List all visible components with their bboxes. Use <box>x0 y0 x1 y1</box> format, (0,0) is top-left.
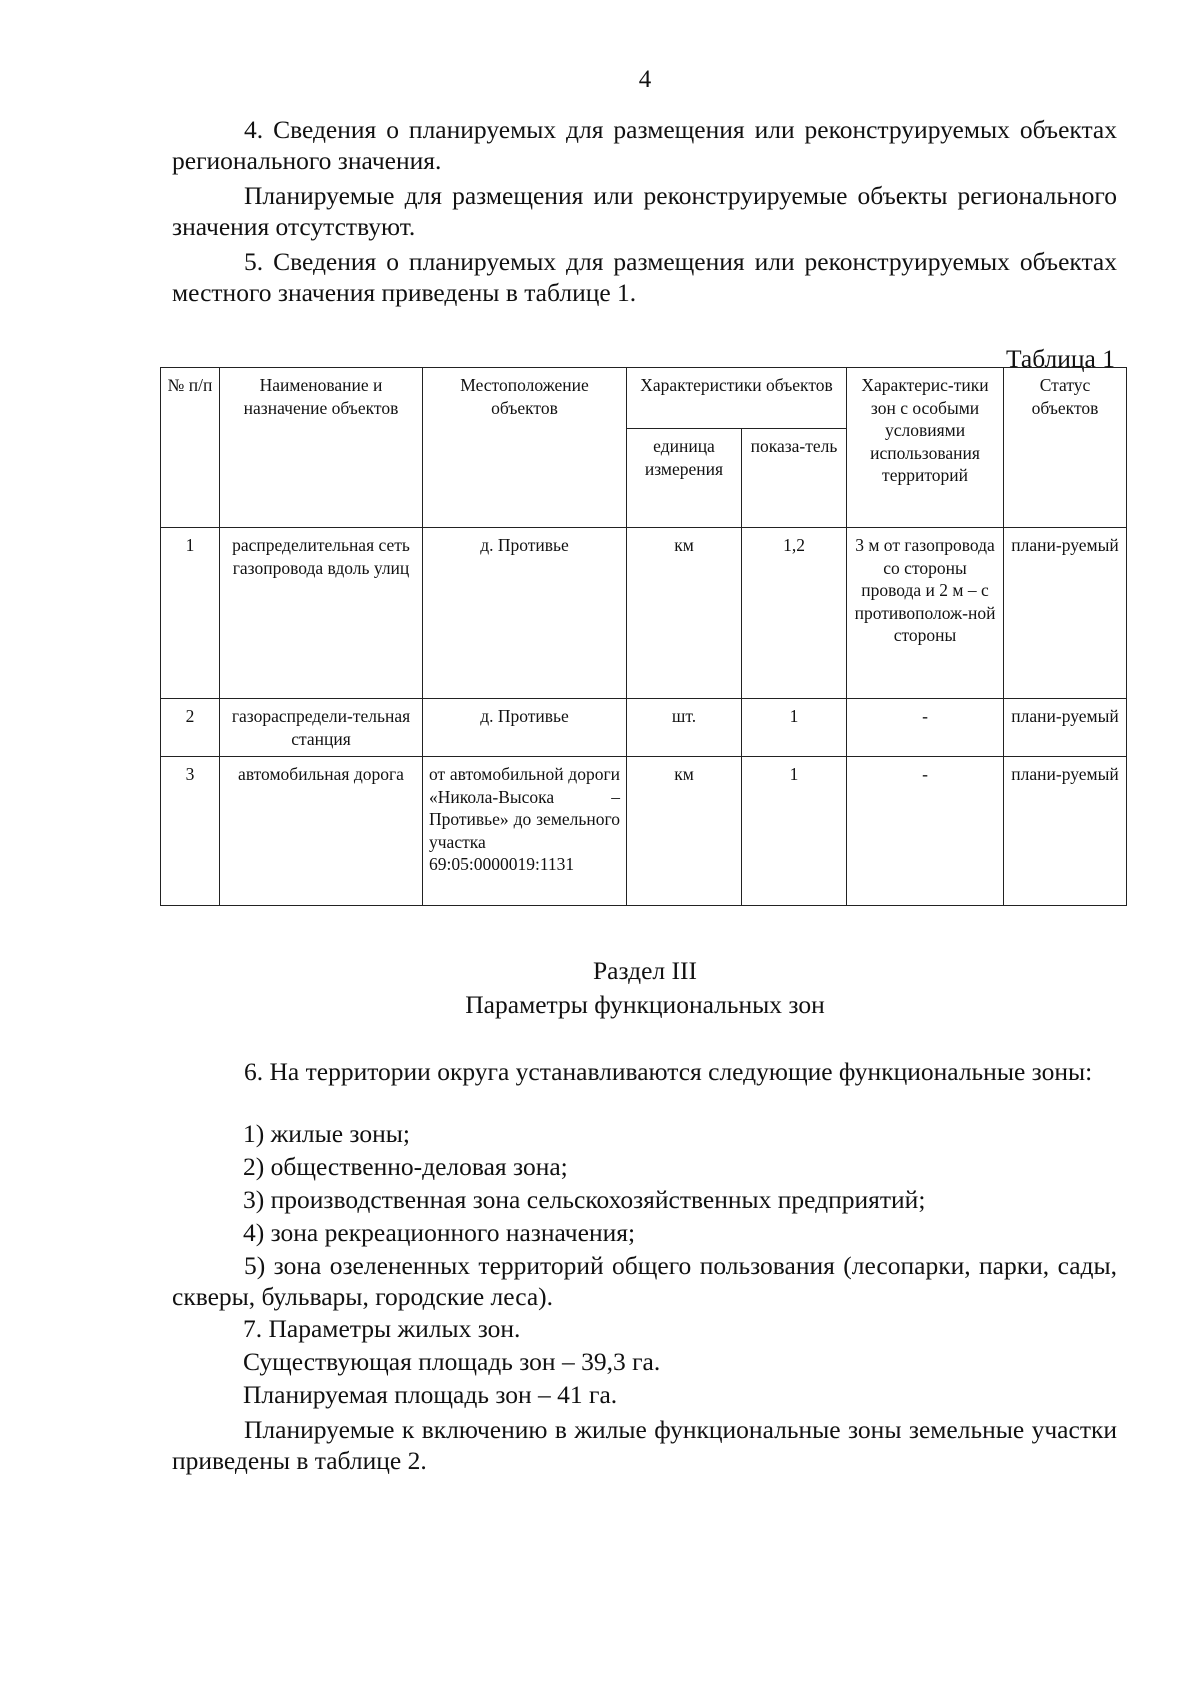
cell-indicator: 1 <box>742 699 847 757</box>
zone-item-5: 5) зона озелененных территорий общего пользования (лесопарки, парки, сады, скверы, бульвары, городские леса). <box>172 1251 1117 1311</box>
header-unit: единица измерения <box>627 429 742 528</box>
cell-zones: 3 м от газопровода со стороны провода и 2 м – с противополож-ной стороны <box>847 528 1004 699</box>
existing-area: Существующая площадь зон – 39,3 га. <box>243 1347 661 1376</box>
cell-location: д. Противье <box>423 528 627 699</box>
table-row <box>161 757 1127 906</box>
cell-location: от автомобильной дороги «Никола-Высока – Противье» до земельного участка 69:05:0000019:1131 <box>423 757 627 906</box>
cell-zones: - <box>847 757 1004 906</box>
section-title: Раздел III <box>593 956 697 985</box>
paragraph-6: 6. На территории округа устанавливаются следующие функциональные зоны: <box>244 1057 1093 1086</box>
cell-indicator: 1 <box>742 757 847 906</box>
header-zones: Характерис-тики зон с особыми условиями использования территорий <box>847 368 1004 528</box>
cell-indicator: 1,2 <box>742 528 847 699</box>
header-status: Статус объектов <box>1004 368 1127 528</box>
cell-name: автомобильная дорога <box>220 757 423 906</box>
paragraph-5: 5. Сведения о планируемых для размещения или реконструируемых объектах местного значения приведены в таблице 1. <box>172 247 1117 307</box>
header-name: Наименование и назначение объектов <box>220 368 423 528</box>
planned-area: Планируемая площадь зон – 41 га. <box>243 1380 618 1409</box>
zone-item-1: 1) жилые зоны; <box>243 1119 410 1148</box>
zone-item-2: 2) общественно-деловая зона; <box>243 1152 568 1181</box>
cell-num: 2 <box>161 699 220 757</box>
table-row <box>161 528 1127 699</box>
page-number: 4 <box>638 66 652 93</box>
cell-status: плани-руемый <box>1004 528 1127 699</box>
header-indicator: показа-тель <box>742 429 847 528</box>
header-characteristics: Характеристики объектов <box>627 368 847 429</box>
cell-status: плани-руемый <box>1004 699 1127 757</box>
cell-location: д. Противье <box>423 699 627 757</box>
table-row <box>161 699 1127 757</box>
cell-zones: - <box>847 699 1004 757</box>
objects-table <box>160 367 1127 906</box>
paragraph-7: 7. Параметры жилых зон. <box>243 1314 521 1343</box>
closing-paragraph: Планируемые к включению в жилые функциональные зоны земельные участки приведены в таблице 2. <box>172 1415 1117 1475</box>
cell-name: распределительная сеть газопровода вдоль улиц <box>220 528 423 699</box>
cell-unit: км <box>627 757 742 906</box>
cell-status: плани-руемый <box>1004 757 1127 906</box>
header-num: № п/п <box>161 368 220 528</box>
paragraph-4: 4. Сведения о планируемых для размещения или реконструируемых объектах регионального значения. <box>172 115 1117 175</box>
cell-num: 1 <box>161 528 220 699</box>
zone-item-3: 3) производственная зона сельскохозяйственных предприятий; <box>243 1185 926 1214</box>
cell-unit: шт. <box>627 699 742 757</box>
cell-name: газораспредели-тельная станция <box>220 699 423 757</box>
table-caption: Таблица 1 <box>1005 344 1115 373</box>
section-subtitle: Параметры функциональных зон <box>465 990 825 1019</box>
cell-num: 3 <box>161 757 220 906</box>
cell-unit: км <box>627 528 742 699</box>
paragraph-4-text: Планируемые для размещения или реконструируемые объекты регионального значения отсутствуют. <box>172 181 1117 241</box>
zone-item-4: 4) зона рекреационного назначения; <box>243 1218 636 1247</box>
header-location: Местоположение объектов <box>423 368 627 528</box>
